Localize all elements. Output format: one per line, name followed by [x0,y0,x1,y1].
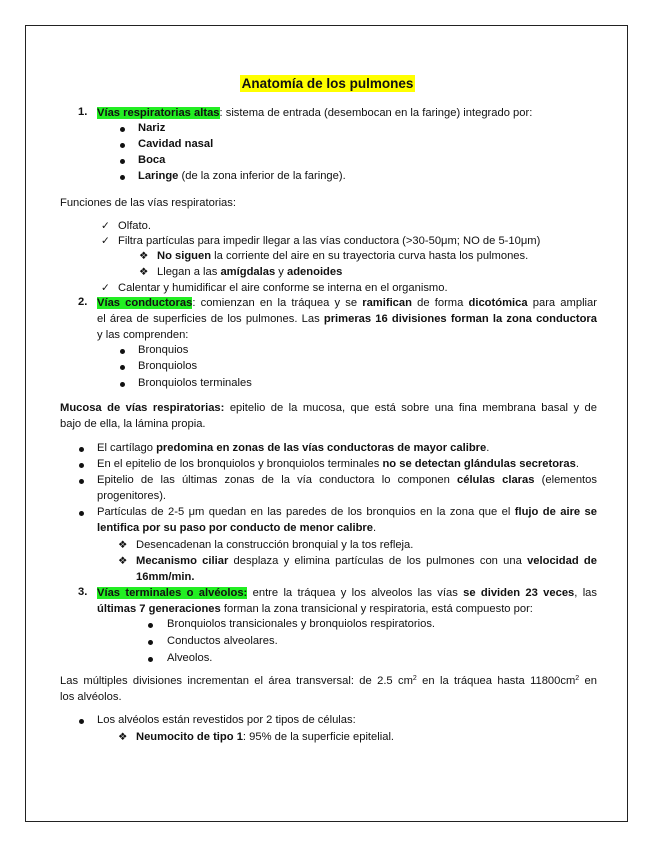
list-item: Filtra partículas para impedir llegar a las vías conductora (>30-50μm; NO de 5-10μm) [118,235,541,247]
bullet-icon [79,463,84,468]
section-2-heading: Vías conductoras: comienzan en la tráquea y se ramifican de forma dicotómica para ampliar [97,297,597,309]
paragraph: últimas 7 generaciones forman la zona transicional y respiratoria, está compuesto por: [97,603,533,615]
list-item: Llegan a las amígdalas y adenoides [157,266,343,278]
list-item: Laringe (de la zona inferior de la faringe). [138,170,346,182]
bullet-icon [79,447,84,452]
list-item: Bronquiolos [138,360,198,372]
list-item: Alveolos. [167,652,213,664]
paragraph: los alvéolos. [60,691,122,703]
diamond-icon: ❖ [139,266,149,278]
list-item: Cavidad nasal [138,138,214,150]
check-icon: ✓ [101,235,110,247]
paragraph: Funciones de las vías respiratorias: [60,197,236,209]
bullet-icon [120,159,125,164]
list-item: Desencadenan la construcción bronquial y la tos refleja. [136,539,414,551]
list-item: 16mm/min. [136,571,195,583]
check-icon: ✓ [101,220,110,232]
list-item: El cartílago predomina en zonas de las vías conductoras de mayor calibre. [97,442,490,454]
bullet-icon [120,127,125,132]
section-number: 1. [78,106,88,118]
list-item: Bronquiolos transicionales y bronquiolos respiratorios. [167,618,436,630]
bullet-icon [120,143,125,148]
list-item: progenitores). [97,490,167,502]
list-item: Neumocito de tipo 1: 95% de la superficie epitelial. [136,731,395,743]
bullet-icon [79,719,84,724]
section-number: 3. [78,586,88,598]
bullet-icon [120,175,125,180]
list-item: Epitelio de las últimas zonas de la vía conductora lo componen células claras (elementos [97,474,597,486]
paragraph: y las comprenden: [97,329,189,341]
bullet-icon [148,640,153,645]
list-item: En el epitelio de los bronquiolos y bronquiolos terminales no se detectan glándulas secretoras. [97,458,579,470]
diamond-icon: ❖ [118,539,128,551]
list-item: Partículas de 2-5 μm quedan en las paredes de los bronquios en la zona que el flujo de aire se [97,506,597,518]
list-item: Bronquios [138,344,189,356]
diamond-icon: ❖ [139,250,149,262]
list-item: lentifica por su paso por conducto de menor calibre. [97,522,377,534]
list-item: No siguen la corriente del aire en su trayectoria curva hasta los pulmones. [157,250,529,262]
section-3-heading: Vías terminales o alvéolos: entre la tráquea y los alveolos las vías se dividen 23 veces, las [97,587,597,599]
list-item: Mecanismo ciliar desplaza y elimina partículas de los pulmones con una velocidad de [136,555,597,567]
paragraph: el área de superficies de los pulmones. Las primeras 16 divisiones forman la zona conductora [97,313,597,325]
list-item: Bronquiolos terminales [138,377,252,389]
paragraph: Las múltiples divisiones incrementan el área transversal: de 2.5 $cm^2$ en la tráquea hasta $11800cm^2$ en [60,675,597,687]
bullet-icon [120,365,125,370]
paragraph: Mucosa de vías respiratorias: epitelio de la mucosa, que está sobre una fina membrana basal y de [60,402,597,414]
bullet-icon [148,623,153,628]
bullet-icon [120,349,125,354]
page-title: Anatomía de los pulmones [241,76,414,91]
bullet-icon [79,511,84,516]
list-item: Olfato. [118,220,151,232]
check-icon: ✓ [101,282,110,294]
section-number: 2. [78,296,88,308]
bullet-icon [120,382,125,387]
list-item: Calentar y humidificar el aire conforme se interna en el organismo. [118,282,448,294]
bullet-icon [79,479,84,484]
list-item: Boca [138,154,166,166]
bullet-icon [148,657,153,662]
list-item: Los alvéolos están revestidos por 2 tipos de células: [97,714,356,726]
diamond-icon: ❖ [118,555,128,567]
list-item: Nariz [138,122,166,134]
section-1-heading: Vías respiratorias altas: sistema de entrada (desembocan en la faringe) integrado por: [97,107,533,119]
list-item: Conductos alveolares. [167,635,278,647]
paragraph: bajo de ella, la lámina propia. [60,418,206,430]
diamond-icon: ❖ [118,731,128,743]
